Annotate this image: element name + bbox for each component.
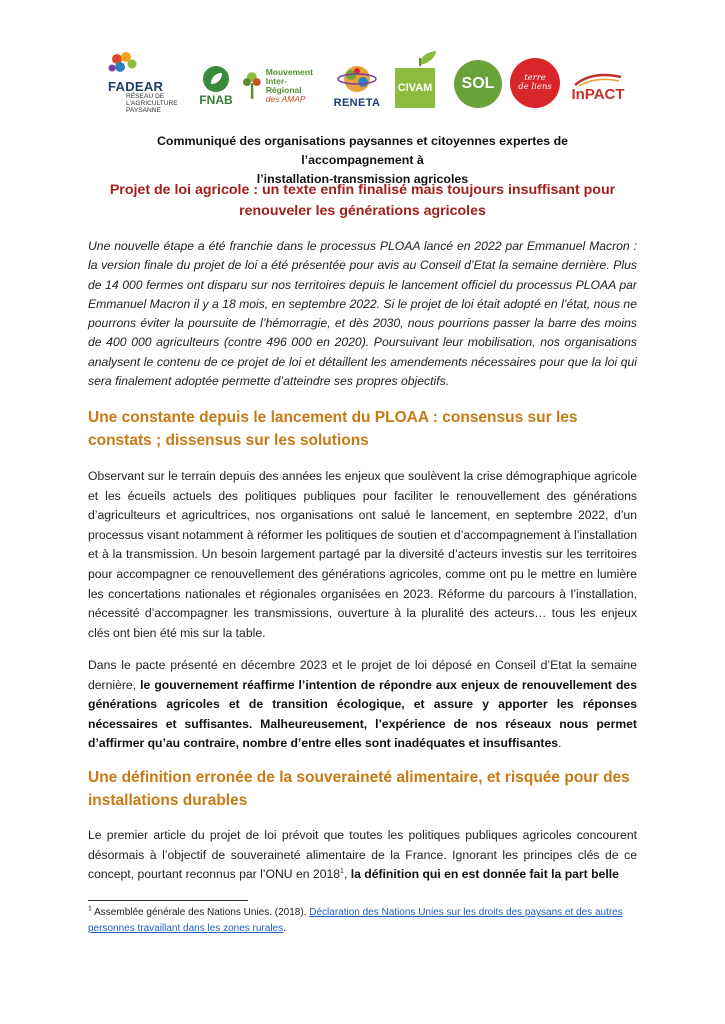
miramap-line1: Mouvement xyxy=(265,66,313,77)
leaf-circle-logo-icon xyxy=(203,66,229,92)
sol-name: SOL xyxy=(461,75,495,92)
planet-logo-icon xyxy=(337,62,377,96)
footnote-ref[interactable]: 1 xyxy=(340,868,344,876)
terre-de-liens-line1: terre xyxy=(524,73,546,84)
partner-logos xyxy=(100,44,640,120)
miramap-line3: des AMAP xyxy=(265,94,306,105)
section1-paragraph2 xyxy=(88,656,637,754)
fadear-logo xyxy=(106,52,186,114)
fadear-name: FADEAR xyxy=(108,79,164,94)
header-line1: Communiqué des organisations paysannes et citoyennes expertes de l’accompagnement à xyxy=(156,134,569,167)
p2-start: Dans le pacte présenté en décembre 2023 et le projet de loi déposé en Conseil d’Etat la semaine dernière, xyxy=(88,658,637,692)
reneta-name: RENETA xyxy=(333,96,381,109)
sprout-logo-icon xyxy=(416,48,438,66)
footnote-text: Assemblée générale des Nations Unies. (2018). xyxy=(91,907,310,918)
miramap-line2: Inter-Régional xyxy=(265,75,302,95)
terre-de-liens-logo xyxy=(510,58,560,108)
footnote-number: 1 xyxy=(88,905,92,913)
civam-logo xyxy=(392,48,438,114)
p3-start: Le premier article du projet de loi prévoit que toutes les politiques publiques agricoles concourent désormais à l’objectif de souveraineté alimentaire de la France. Ignorant les principes clés de ce concept, pourtant reconnus par l’ONU en 2018 xyxy=(88,828,637,882)
sol-logo xyxy=(454,60,502,108)
p2-end: . xyxy=(558,736,562,751)
terre-de-liens-line2: de liens xyxy=(518,82,552,92)
footnote-link[interactable]: Déclaration des Nations Unies sur les droits des paysans et des autres personnes travaillant dans les zones rurales xyxy=(88,907,623,934)
title-line2: renouveler les générations agricoles xyxy=(239,203,486,219)
p3-bold: la définition qui en est donnée fait la part belle xyxy=(350,867,619,882)
people-tree-logo-icon xyxy=(242,71,262,101)
section2-paragraph1 xyxy=(88,826,637,885)
footnote xyxy=(88,905,637,936)
flower-logo-icon xyxy=(108,52,138,78)
footnote-divider xyxy=(88,900,248,901)
section1-heading: Une constante depuis le lancement du PLOAA : consensus sur les constats ; dissensus sur les solutions xyxy=(88,409,578,449)
inpact-logo xyxy=(566,62,630,112)
fadear-subtitle: RÉSEAU DE L'AGRICULTURE PAYSANNE xyxy=(126,93,178,114)
fnab-logo xyxy=(196,58,236,114)
page-title xyxy=(100,180,625,222)
reneta-logo xyxy=(330,56,384,114)
civam-name: CIVAM xyxy=(397,81,433,94)
p2-bold: le gouvernement réaffirme l’intention de répondre aux enjeux de renouvellement des générations agricoles et de transition écologique, et assure y apporter les réponses nécessaires et suffisantes. Malheureusement, l’expérience de nos réseaux nous permet d’affirmer qu’au contraire, nombre d’entre elles sont inadéquates et insuffisantes xyxy=(88,677,637,751)
footnote-end: . xyxy=(283,922,286,934)
header-line2: l’installation-transmission agricoles xyxy=(256,172,469,186)
swoosh-logo-icon xyxy=(573,73,623,87)
p3-mid: , xyxy=(343,867,351,882)
fnab-name: FNAB xyxy=(199,93,233,107)
miramap-logo xyxy=(242,62,322,110)
section1-paragraph1: Observant sur le terrain depuis des années les enjeux que soulèvent la crise démographique agricole et les écueils actuels des politiques publiques pour faciliter le renouvellement des générations d’agriculteurs et agricultrices, nos organisations ont salué le lancement, en septembre 2022, d’un processus visant notamment à réformer les politiques de soutien et d’accompagnement à l’installation et à la transmission. Un besoin largement partagé par la diversité d’acteurs investis sur les territoires pour accompagner ce renouvellement des générations agricoles, comme ont pu le mettre en lumière les concertations nationales et régionales organisées en 2023. Réforme du parcours à l’installation, nécessité d’accompagner les transmissions, ouverture à la pluralité des acteurs… tous les enjeux clés ont bien été mis sur la table. xyxy=(88,469,637,640)
intro-paragraph: Une nouvelle étape a été franchie dans le processus PLOAA lancé en 2022 par Emmanuel Macron : la version finale du projet de loi a été présentée pour avis au Conseil d’Etat la semaine dernière. Plus de 14 000 fermes ont disparu sur nos territoires depuis le lancement officiel du processus PLOAA par Emmanuel Macron il y a 18 mois, en septembre 2022. Si le projet de loi était adopté en l’état, nous ne pourrons éviter la poursuite de l’hémorragie, et dès 2030, nous pourrions passer la barre des moins de 400 000 agriculteurs (contre 496 000 en 2020). Poursuivant leur mobilisation, nos organisations analysent le contenu de ce projet de loi et détaillent les amendements nécessaires pour que la loi qui sera finalement adoptée permette d’atteindre ses propres objectifs. xyxy=(88,239,637,389)
inpact-name: InPACT xyxy=(571,85,625,103)
title-line1: Projet de loi agricole : un texte enfin finalisé mais toujours insuffisant pour xyxy=(109,182,616,198)
section2-heading: Une définition erronée de la souveraineté alimentaire, et risquée pour des installations durables xyxy=(88,769,630,809)
